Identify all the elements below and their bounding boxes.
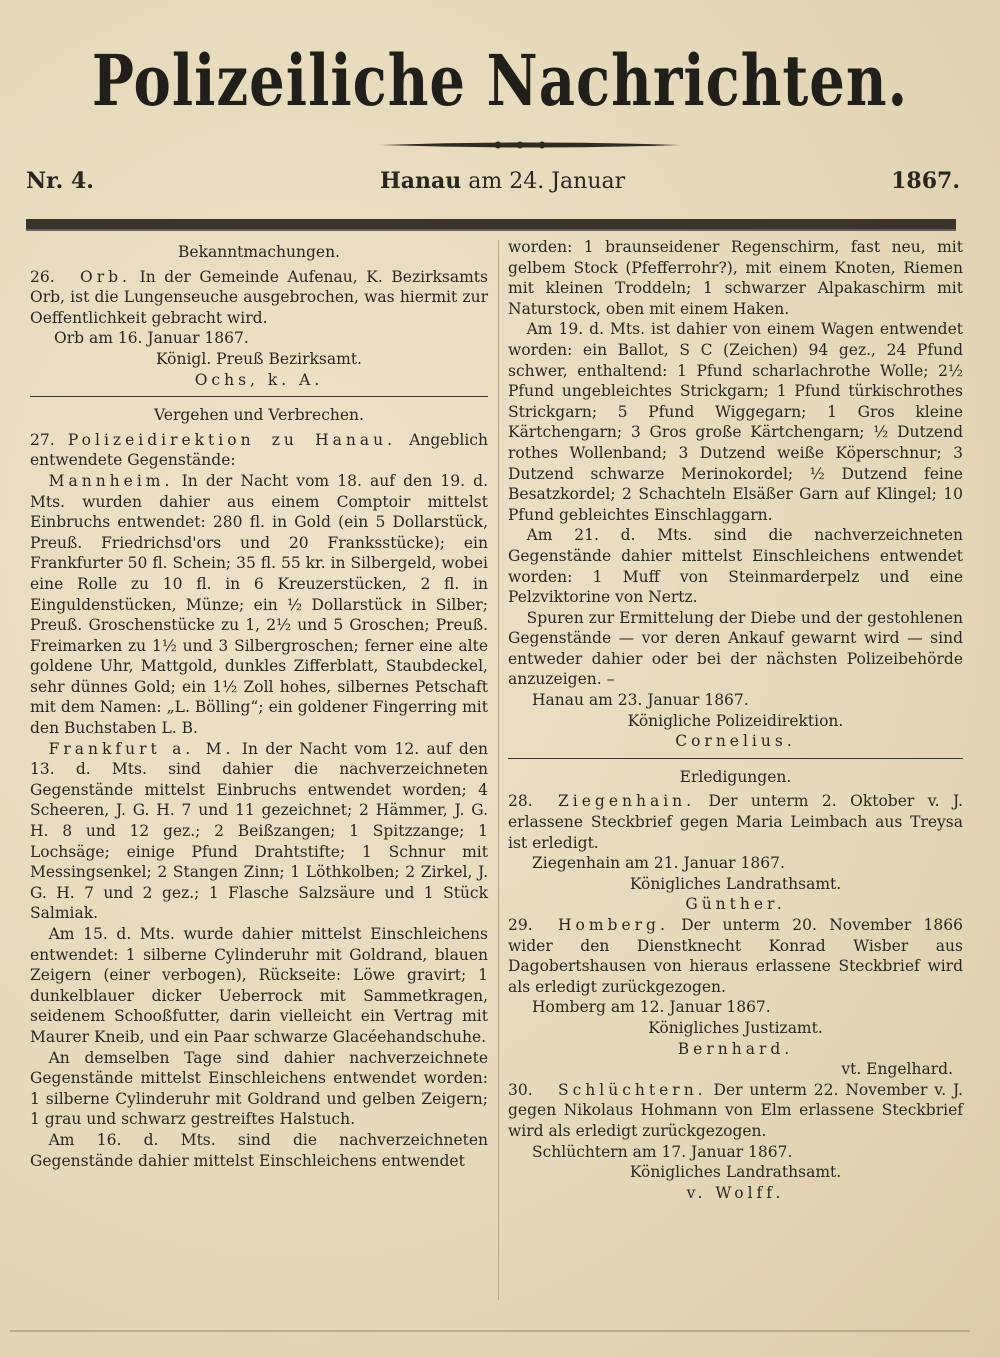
paragraph-16: Am 16. d. Mts. sind die nachverzeichneten Gegenstände dahier mittelst Einschleichens entwendet xyxy=(30,1130,488,1170)
ornament-divider xyxy=(380,140,680,150)
issue-line xyxy=(0,168,1000,198)
section-rule xyxy=(508,758,963,759)
authority: Königliches Landrathsamt. xyxy=(629,874,842,893)
notice-entry-27-continued xyxy=(508,237,963,752)
entry-place: Polizeidirektion zu Hanau. xyxy=(67,430,396,449)
signature: Ochs, k. A. xyxy=(194,370,324,389)
signature: v. Wolff. xyxy=(686,1183,785,1202)
notice-entry-26 xyxy=(30,267,488,391)
dateline: Orb am 16. Januar 1867. xyxy=(54,329,249,348)
paragraph-frankfurt xyxy=(30,739,488,924)
signature: Günther. xyxy=(685,895,786,914)
paragraph-15: Am 15. d. Mts. wurde dahier mittelst Einschleichens entwendet: 1 silberne Cylinderuhr mit Goldrand, blauen Zeigern (einer verbogen), Rückseite: Löwe gravirt; 1 dunkelblauer dicker Ueberrock mit Sammetkragen, seidenem Schooßfutter, darin vielleicht ein Vertrag mit Maurer Kneib, und ein Paar schwarze Glacéehandschuhe. xyxy=(30,925,488,1046)
paragraph-place: Frankfurt a. M. xyxy=(48,739,235,758)
entry-text: In der Gemeinde Aufenau, K. Bezirksamts Orb, ist die Lungenseuche ausgebrochen, was hiermit zur Oeffentlichkeit gebracht wird. xyxy=(30,267,488,327)
entry-text: Der unterm 2. Oktober v. J. erlassene Steckbrief gegen Maria Leimbach aus Treysa ist erledigt. xyxy=(508,792,963,852)
section-heading-erledigungen: Erledigungen. xyxy=(679,767,792,786)
left-column xyxy=(30,240,488,1171)
paragraph-spuren: Spuren zur Ermittelung der Diebe und der gestohlenen Gegenstände — vor deren Ankauf gewarnt wird — sind entweder dahier oder bei der nächsten Polizeibehörde anzuzeigen. – xyxy=(508,608,963,689)
entry-place: Schlüchtern. xyxy=(558,1080,707,1099)
entry-number: 26. xyxy=(30,267,55,286)
dateline: Homberg am 12. Januar 1867. xyxy=(532,998,771,1017)
authority: Königliche Polizeidirektion. xyxy=(627,711,844,730)
paragraph-same-day: An demselben Tage sind dahier nachverzeichnete Gegenstände mittelst Einschleichens entwendet worden: 1 silberne Cylinderuhr mit Goldrand und gelben Zeigern; 1 grau und schwarz gestreiftes Halstuch. xyxy=(30,1048,488,1129)
paragraph-text: In der Nacht vom 12. auf den 13. d. Mts. sind dahier die nachverzeichneten Gegenstände mittelst Einbruchs entwendet worden; 4 Scheeren, J. G. H. 7 und 11 gezeichnet; 2 Hämmer, J. G. H. 8 und 12 gez.; 2 Beißzangen; 1 Spitzzange; 1 Lochsäge; einige Pfund Drahtstifte; 1 Schnur mit Messingsenkel; 2 Stangen Zinn; 1 Löthkolben; 2 Zirkel, J. G. H. 7 und 2 gez.; 1 Flasche Salzsäure und 1 Stück Salmiak. xyxy=(30,739,488,923)
dateline: Ziegenhain am 21. Januar 1867. xyxy=(532,854,785,873)
authority: Königliches Justizamt. xyxy=(648,1018,823,1037)
authority: Königl. Preuß Bezirksamt. xyxy=(156,349,362,368)
entry-text: Der unterm 20. November 1866 wider den Dienstknecht Konrad Wisber aus Dagobertshausen von hieraus erlassene Steckbrief wird als erledigt zurückgezogen. xyxy=(508,916,963,996)
issue-number: Nr. 4. xyxy=(26,168,94,194)
right-column xyxy=(508,237,963,1203)
notice-entry-27 xyxy=(30,430,488,1171)
entry-number: 28. xyxy=(508,792,533,811)
entry-intro: Angeblich entwendete Gegenstände: xyxy=(30,430,488,470)
notice-entry-30 xyxy=(508,1080,963,1204)
notice-entry-28 xyxy=(508,791,963,915)
countersignature: vt. Engelhard. xyxy=(841,1060,953,1079)
issue-place: Hanau xyxy=(380,168,462,194)
column-divider xyxy=(498,240,499,1300)
notice-entry-29 xyxy=(508,915,963,1080)
signature: Cornelius. xyxy=(675,732,796,751)
paragraph-text: In der Nacht vom 18. auf den 19. d. Mts. wurden dahier aus einem Comptoir mittelst Einbruchs entwendet: 280 fl. in Gold (ein 5 Dollarstück, Preuß. Friedrichsd'ors und 20 Franksstücke); ein Frankfurter 50 fl. Schein; 35 fl. 55 kr. in Silbergeld, wobei eine Rolle zu 10 fl. in 6 Kreuzerstücken, 2 fl. in Einguldenstücken, Münze; ein ½ Dollarstück in Silber; Preuß. Groschenstücke zu 1, 2½ und 5 Groschen; Preuß. Freimarken zu 1½ und 3 Silbergroschen; ferner eine alte goldene Uhr, Mattgold, dunkles Zifferblatt, Staubdeckel, sehr dünnes Gold; ein 1½ Zoll hohes, silbernes Petschaft mit dem Namen: „L. Bölling“; ein goldener Fingerring mit den Buchstaben L. B. xyxy=(30,471,488,738)
issue-year: 1867. xyxy=(891,168,960,194)
header-rule xyxy=(26,219,956,231)
section-rule xyxy=(30,396,488,397)
paragraph-mannheim xyxy=(30,471,488,739)
dateline: Hanau am 23. Januar 1867. xyxy=(532,691,749,710)
issue-date-text: am 24. Januar xyxy=(461,169,626,194)
masthead-title: Polizeiliche Nachrichten. xyxy=(91,39,909,123)
entry-number: 29. xyxy=(508,916,533,934)
entry-text: Der unterm 22. November v. J. gegen Nikolaus Hohmann von Elm erlassene Steckbrief wird als erledigt zurückgezogen. xyxy=(508,1080,963,1140)
entry-number: 30. xyxy=(508,1080,533,1099)
authority: Königliches Landrathsamt. xyxy=(629,1163,842,1182)
section-heading-bekanntmachungen: Bekanntmachungen. xyxy=(178,243,340,261)
paragraph-continued: worden: 1 braunseidener Regenschirm, fast neu, mit gelbem Stock (Pfefferrohr?), mit einem Knoten, Riemen mit kleinen Troddeln; 1 schwarzer Alpakaschirm mit Naturstock, oben mit einem Haken. xyxy=(508,238,963,318)
entry-place: Homberg. xyxy=(558,916,669,934)
paragraph-19: Am 19. d. Mts. ist dahier von einem Wagen entwendet worden: ein Ballot, S C (Zeichen) 94 gez., 24 Pfund schwer, enthaltend: 1 Pfund scharlachrothe Wolle; 2½ Pfund ungebleichtes Strickgarn; 1 Pfund türkischrothes Strickgarn; 5 Pfund Wiggegarn; 1 Gros kleine Kärtchengarn; 3 Gros große Kärtchengarn; ½ Dutzend rothes Wollenband; 3 Dutzend weiße Köperschnur; 3 Dutzend schwarze Merinokordel; ½ Dutzend feine Besatzkordel; 2 Schachteln Elsäßer Garn auf Klingel; 10 Pfund gebleichtes Einschlaggarn. xyxy=(508,320,963,524)
footer-rule xyxy=(10,1330,970,1332)
section-heading-vergehen: Vergehen und Verbrechen. xyxy=(154,406,364,425)
entry-place: Orb. xyxy=(80,267,131,286)
signature: Bernhard. xyxy=(677,1039,794,1058)
issue-date xyxy=(380,168,625,194)
paragraph-21: Am 21. d. Mts. sind die nachverzeichneten Gegenstände dahier mittelst Einschleichens entwendet worden: 1 Muff von Steinmarderpelz und eine Pelzviktorine von Nertz. xyxy=(508,526,963,607)
dateline: Schlüchtern am 17. Januar 1867. xyxy=(532,1142,793,1161)
entry-number: 27. xyxy=(30,430,55,449)
paragraph-place: Mannheim. xyxy=(48,471,174,490)
entry-place: Ziegenhain. xyxy=(558,792,696,811)
